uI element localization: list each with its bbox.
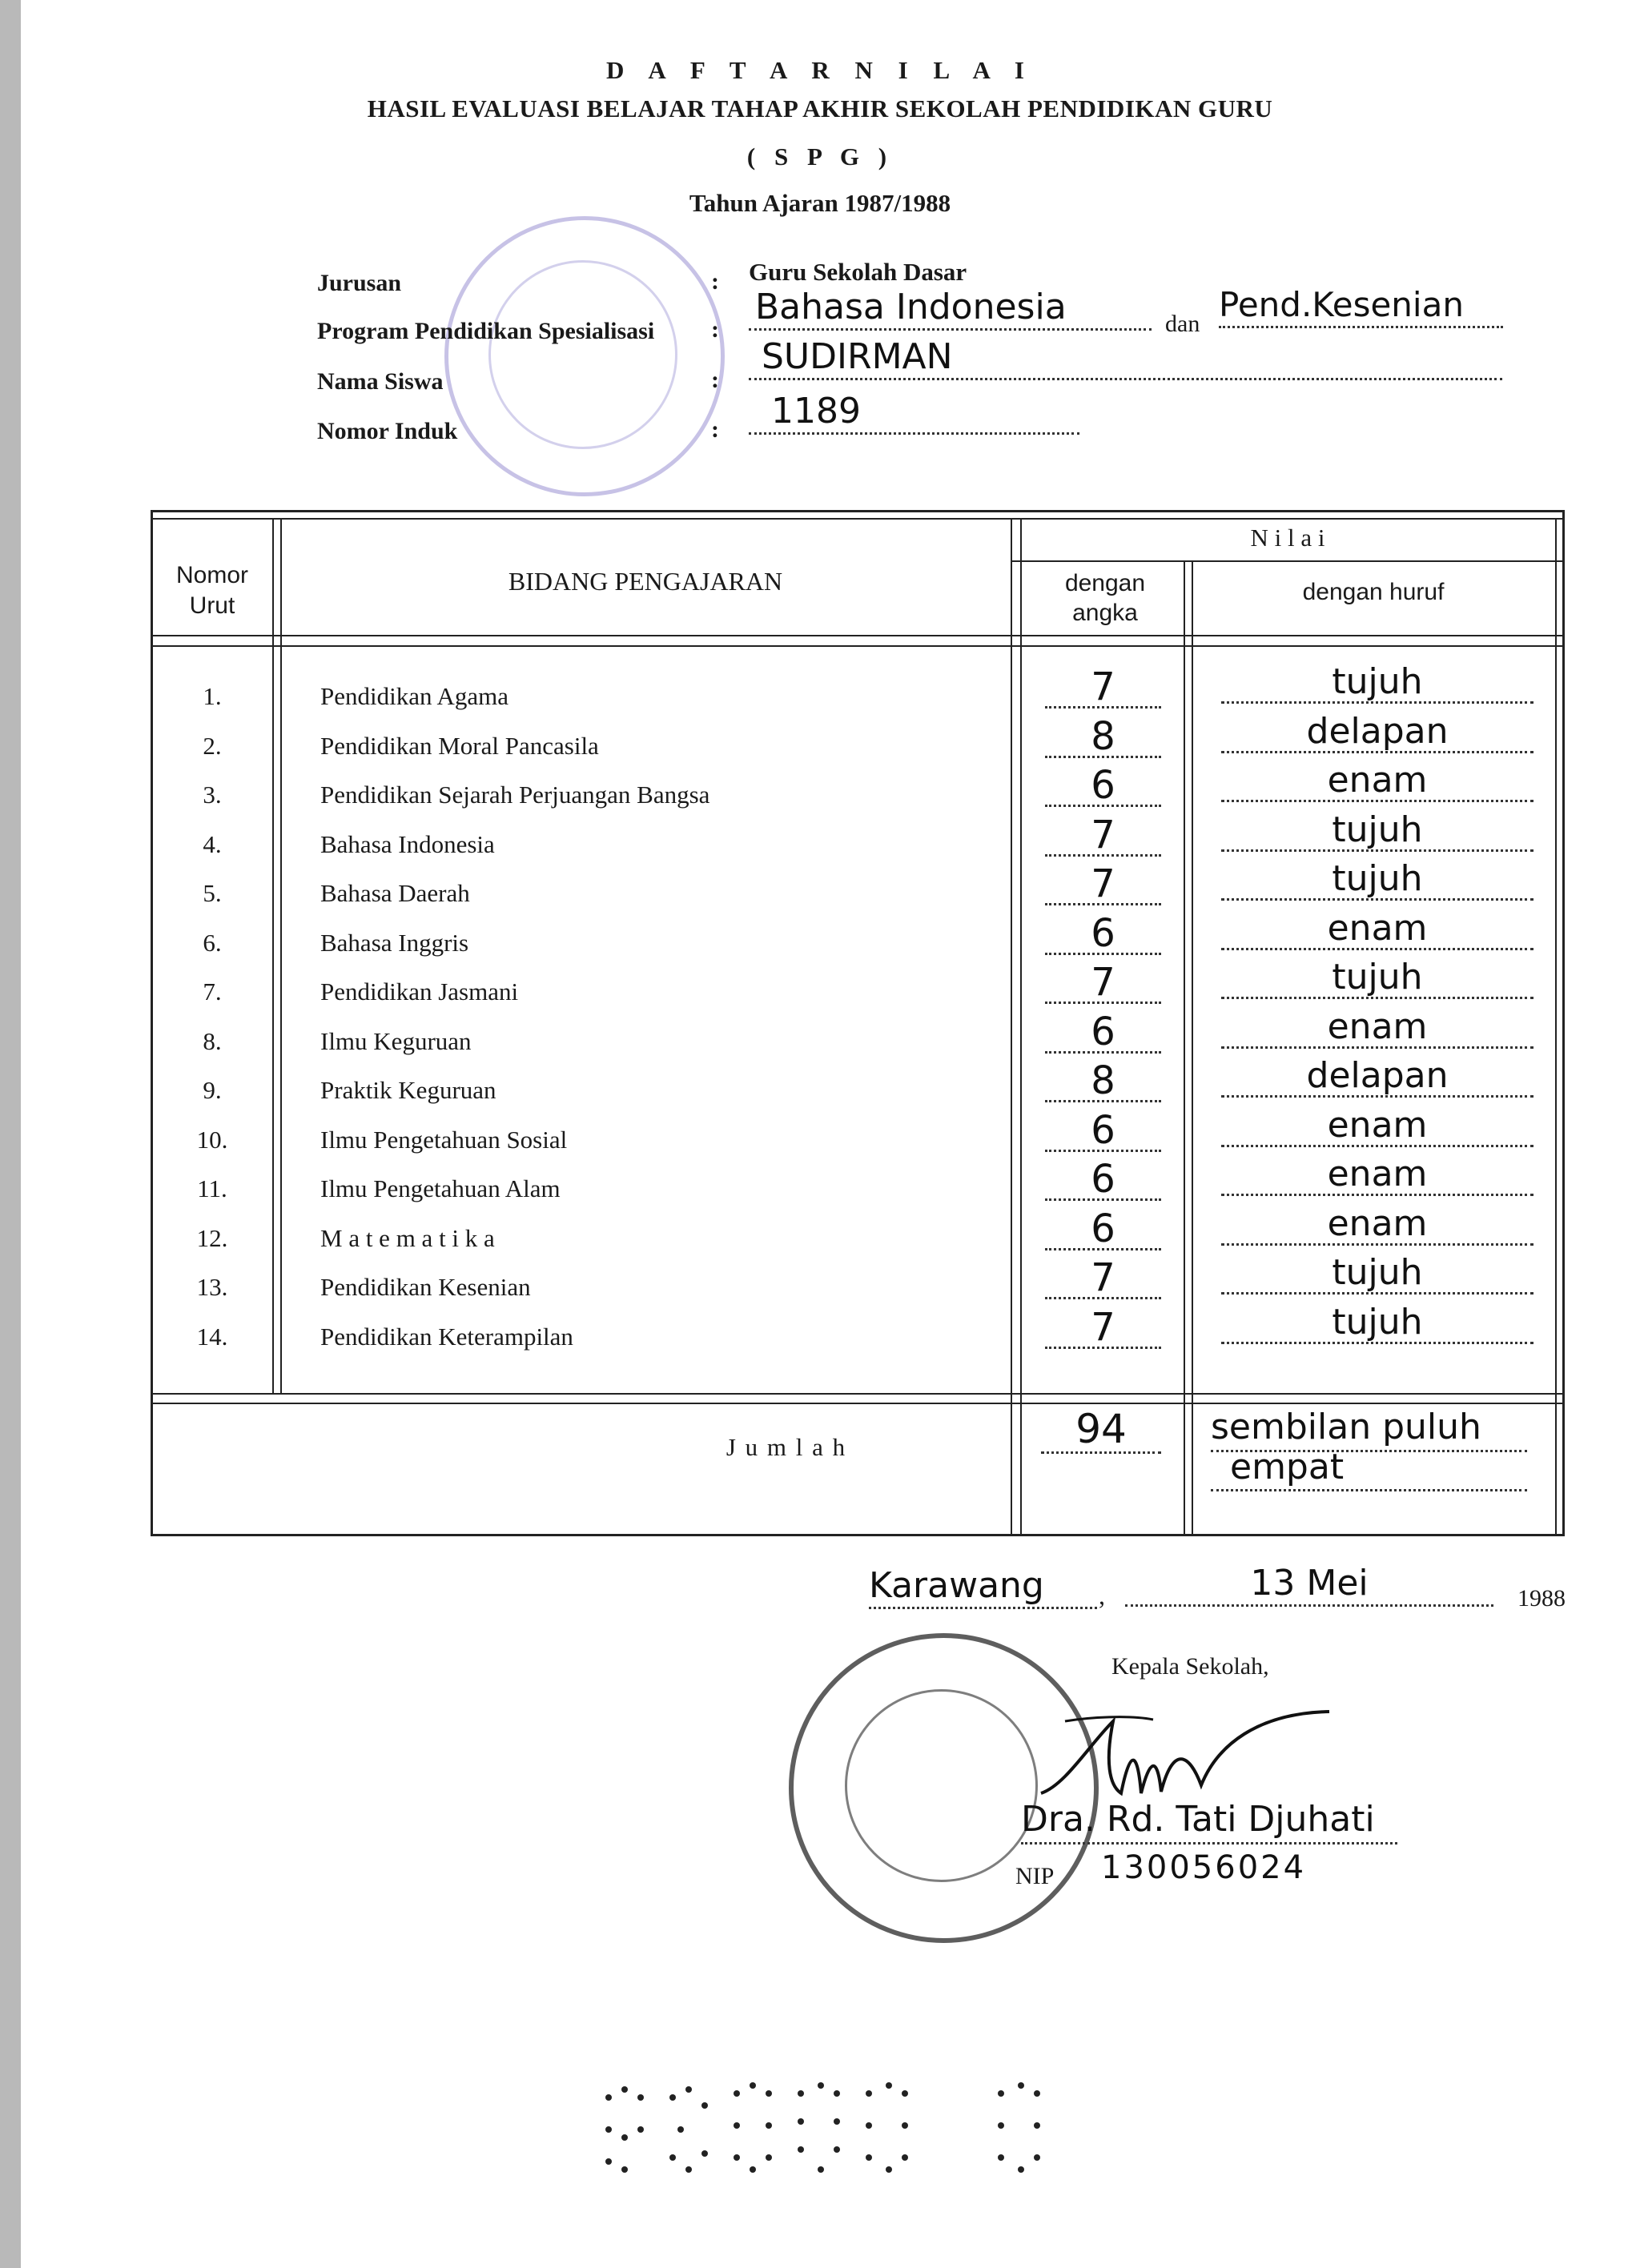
- row-grade-words: tujuh: [1221, 663, 1533, 704]
- footer-role: Kepala Sekolah,: [1111, 1653, 1269, 1680]
- row-grade-number: 7: [1045, 668, 1161, 708]
- colon: :: [711, 416, 719, 443]
- jurusan-label: Jurusan: [317, 270, 402, 296]
- row-grade-number: 6: [1045, 1111, 1161, 1152]
- header-separator-2: [151, 645, 1565, 647]
- induk-value: 1189: [749, 391, 1079, 435]
- col-divider-2b: [1020, 518, 1022, 1536]
- document-abbr: ( S P G ): [746, 143, 894, 171]
- jurusan-value: Guru Sekolah Dasar: [749, 258, 967, 286]
- school-stamp-faint-inner: [488, 260, 677, 449]
- nama-label: Nama Siswa: [317, 368, 444, 395]
- row-grade-number: 6: [1045, 1013, 1161, 1054]
- row-number: 11.: [197, 1174, 227, 1202]
- row-number: 10.: [196, 1126, 228, 1154]
- row-number: 13.: [196, 1273, 228, 1301]
- col-divider-1: [272, 518, 274, 1395]
- footer-date: 13 Mei: [1125, 1563, 1493, 1607]
- row-grade-words: enam: [1221, 761, 1533, 802]
- row-subject: Pendidikan Sejarah Perjuangan Bangsa: [320, 781, 710, 809]
- row-number: 7.: [203, 977, 222, 1006]
- row-grade-number: 7: [1045, 1258, 1161, 1299]
- colon: :: [711, 268, 719, 295]
- row-subject: Bahasa Indonesia: [320, 830, 495, 858]
- col-divider-1b: [280, 518, 282, 1395]
- total-huruf-2: empat: [1211, 1446, 1527, 1491]
- row-grade-words: tujuh: [1221, 1303, 1533, 1344]
- document-title: D A F T A R N I L A I: [606, 56, 1034, 84]
- row-number: 9.: [203, 1076, 222, 1104]
- program-value-2: Pend.Kesenian: [1219, 284, 1503, 328]
- row-grade-words: enam: [1221, 1008, 1533, 1049]
- row-number: 1.: [203, 682, 222, 710]
- perforation-marks: [593, 2081, 1073, 2186]
- row-subject: Bahasa Daerah: [320, 879, 470, 907]
- school-stamp-inner: [845, 1689, 1038, 1882]
- col-divider-3: [1184, 560, 1185, 1536]
- row-grade-number: 7: [1045, 865, 1161, 905]
- row-subject: M a t e m a t i k a: [320, 1224, 495, 1252]
- total-huruf-1: sembilan puluh: [1211, 1405, 1527, 1452]
- row-grade-words: enam: [1221, 1155, 1533, 1196]
- nilai-subheader-line: [1011, 560, 1565, 562]
- row-subject: Ilmu Pengetahuan Alam: [320, 1174, 561, 1202]
- row-grade-words: delapan: [1221, 713, 1533, 753]
- col-divider-3b: [1192, 560, 1193, 1536]
- footer-year: 1988: [1517, 1585, 1566, 1612]
- row-number: 14.: [196, 1323, 228, 1351]
- program-label: Program Pendidikan Spesialisasi: [317, 318, 655, 344]
- row-subject: Pendidikan Moral Pancasila: [320, 732, 599, 760]
- row-subject: Pendidikan Jasmani: [320, 977, 519, 1006]
- footer-nip-value: 130056024: [1101, 1849, 1307, 1886]
- scan-edge: [0, 0, 21, 2268]
- row-grade-number: 6: [1045, 914, 1161, 955]
- program-value-1: Bahasa Indonesia: [749, 287, 1152, 331]
- footer-name: Dra. Rd. Tati Djuhati: [1021, 1797, 1397, 1845]
- document-subtitle: HASIL EVALUASI BELAJAR TAHAP AKHIR SEKOLAH PENDIDIKAN GURU: [367, 94, 1273, 122]
- total-label: [280, 1433, 1011, 1462]
- header-angka: dengan angka: [1064, 570, 1146, 626]
- row-grade-number: 6: [1045, 1160, 1161, 1201]
- total-separator-2: [151, 1403, 1565, 1404]
- row-grade-words: tujuh: [1221, 1254, 1533, 1295]
- row-number: 2.: [203, 732, 222, 760]
- total-angka: 94: [1041, 1407, 1161, 1454]
- col-divider-2: [1011, 518, 1012, 1536]
- row-subject: Pendidikan Keterampilan: [320, 1323, 573, 1351]
- row-grade-words: delapan: [1221, 1057, 1533, 1098]
- row-grade-words: tujuh: [1221, 958, 1533, 999]
- header-nilai: N i l a i: [1250, 524, 1325, 552]
- program-and: dan: [1165, 311, 1200, 337]
- row-grade-number: 7: [1045, 963, 1161, 1004]
- row-number: 12.: [196, 1224, 228, 1252]
- total-separator: [151, 1393, 1565, 1395]
- row-grade-number: 6: [1045, 766, 1161, 807]
- academic-year: Tahun Ajaran 1987/1988: [689, 189, 951, 217]
- col-divider-right: [1555, 518, 1557, 1536]
- header-nomor-urut: Nomor Urut: [175, 562, 248, 619]
- colon: :: [711, 316, 719, 343]
- row-number: 5.: [203, 879, 222, 907]
- row-number: 3.: [203, 781, 222, 809]
- row-grade-words: tujuh: [1221, 811, 1533, 852]
- row-grade-number: 8: [1045, 717, 1161, 758]
- row-subject: Pendidikan Agama: [320, 682, 509, 710]
- row-grade-number: 7: [1045, 816, 1161, 857]
- row-grade-number: 6: [1045, 1210, 1161, 1250]
- footer-nip-label: NIP: [1015, 1863, 1055, 1889]
- header-huruf: dengan huruf: [1302, 579, 1445, 605]
- colon: :: [711, 367, 719, 393]
- row-number: 4.: [203, 830, 222, 858]
- row-subject: Praktik Keguruan: [320, 1076, 496, 1104]
- row-number: 8.: [203, 1027, 222, 1055]
- row-grade-words: enam: [1221, 909, 1533, 950]
- footer-place: Karawang: [869, 1565, 1097, 1609]
- table-top-inner-line: [151, 518, 1565, 520]
- nama-value: SUDIRMAN: [749, 336, 1502, 380]
- induk-label: Nomor Induk: [317, 418, 458, 444]
- header-separator: [151, 635, 1565, 636]
- row-grade-words: enam: [1221, 1106, 1533, 1147]
- row-grade-words: enam: [1221, 1205, 1533, 1246]
- header-bidang: BIDANG PENGAJARAN: [508, 567, 783, 596]
- row-grade-number: 8: [1045, 1062, 1161, 1102]
- total-label-text: J u m l a h: [726, 1433, 847, 1461]
- row-subject: Ilmu Pengetahuan Sosial: [320, 1126, 568, 1154]
- row-subject: Bahasa Inggris: [320, 929, 469, 957]
- footer-comma: ,: [1099, 1581, 1105, 1610]
- row-subject: Ilmu Keguruan: [320, 1027, 472, 1055]
- row-grade-words: tujuh: [1221, 860, 1533, 901]
- row-subject: Pendidikan Kesenian: [320, 1273, 531, 1301]
- row-number: 6.: [203, 929, 222, 957]
- row-grade-number: 7: [1045, 1308, 1161, 1349]
